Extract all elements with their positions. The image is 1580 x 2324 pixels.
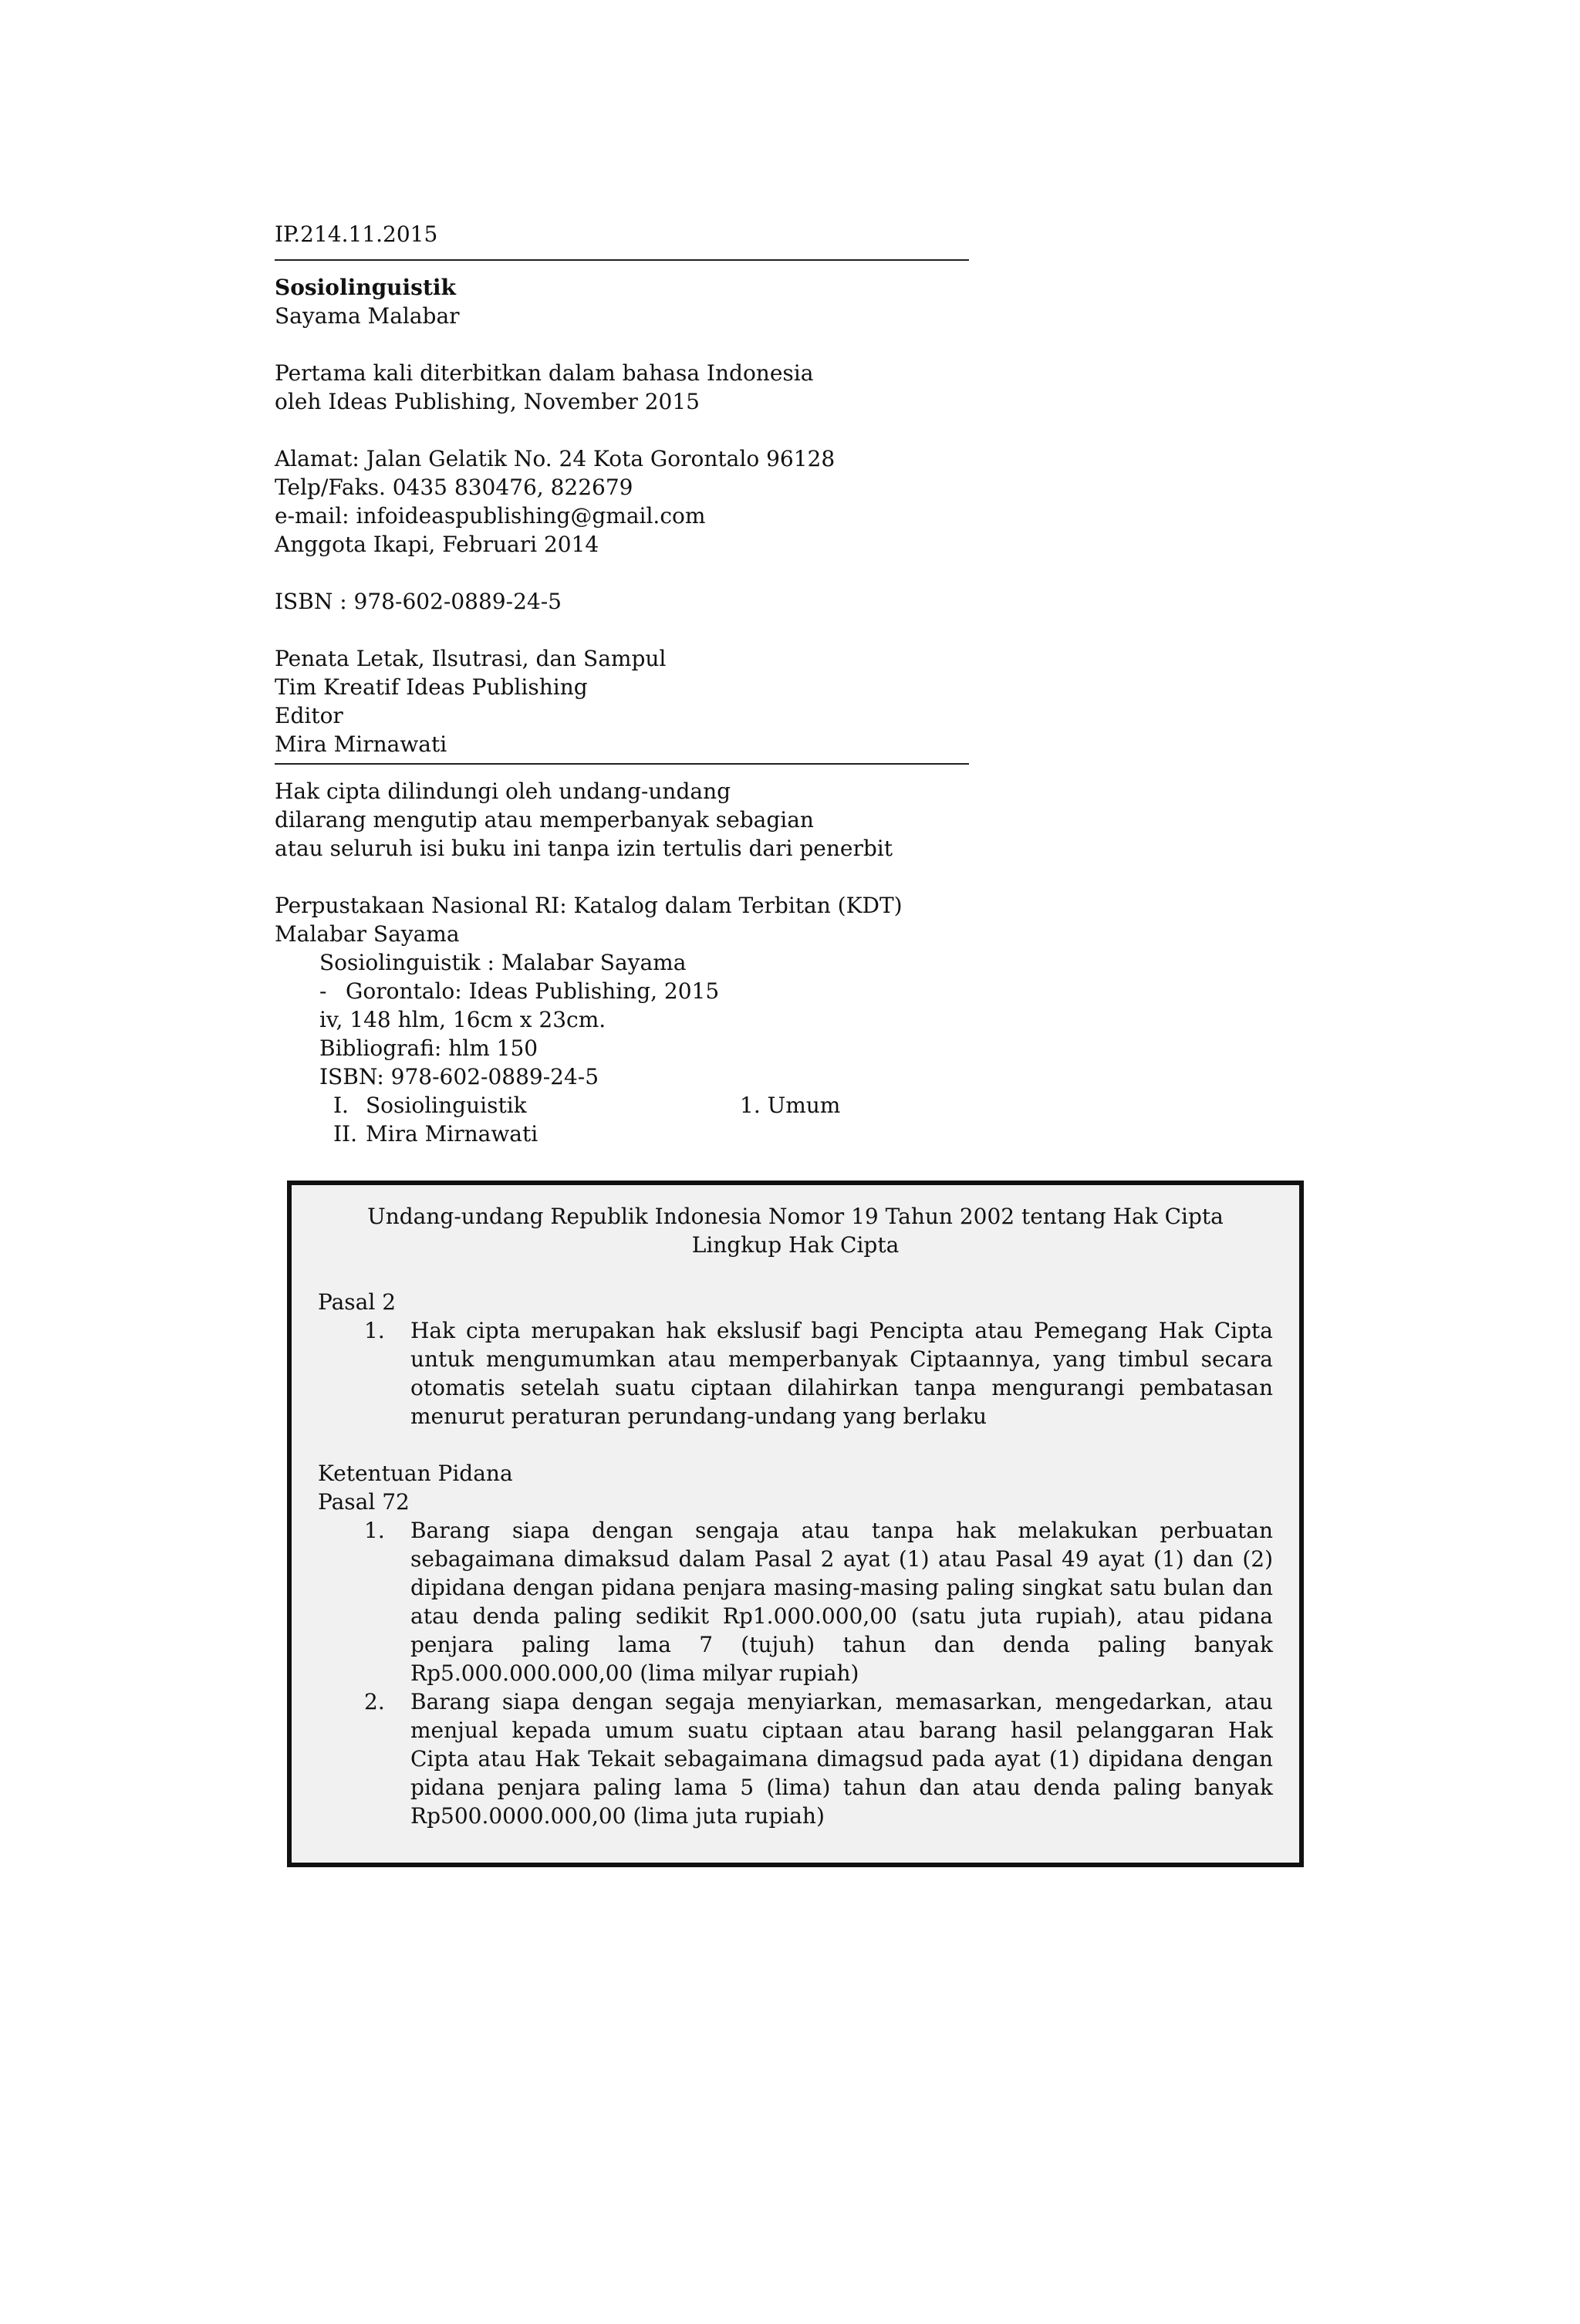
class-1-label: Sosiolinguistik	[366, 1093, 527, 1118]
catalog-physical: iv, 148 hlm, 16cm x 23cm.	[319, 1007, 606, 1032]
copyright-law-box	[287, 1181, 1304, 1867]
law-subtitle: Lingkup Hak Cipta	[691, 1232, 900, 1258]
editor-name: Mira Mirnawati	[275, 731, 447, 757]
catalog-dash: -	[319, 978, 327, 1004]
pasal-72-item-1-number: 1.	[364, 1518, 385, 1543]
middle-divider	[275, 763, 969, 765]
law-title: Undang-undang Republik Indonesia Nomor 19 Tahun 2002 tentang Hak Cipta	[367, 1204, 1224, 1229]
pasal-72-item	[318, 1687, 1273, 1830]
pasal-2-item-text: Hak cipta merupakan hak ekslusif bagi Pencipta atau Pemegang Hak Cipta untuk mengumumkan atau memperbanyak Ciptaannya, yang timbul secara otomatis setelah suatu ciptaan dilahirkan tanpa mengurangi pembatasan menurut peraturan perundang-undang yang berlaku	[410, 1318, 1273, 1429]
publisher-email: e-mail: infoideaspublishing@gmail.com	[275, 503, 706, 529]
ketentuan-pidana-heading: Ketentuan Pidana	[318, 1461, 513, 1486]
publisher-code: IP.214.11.2015	[275, 221, 438, 247]
copyright-line-2: dilarang mengutip atau memperbanyak sebagian	[275, 807, 814, 833]
pasal-2-heading: Pasal 2	[318, 1289, 397, 1315]
catalog-bibliography: Bibliografi: hlm 150	[319, 1035, 538, 1061]
book-author: Sayama Malabar	[275, 303, 460, 329]
class-2-number: II.	[333, 1121, 358, 1147]
catalog-place-row	[275, 977, 969, 1005]
publisher-address: Alamat: Jalan Gelatik No. 24 Kota Gorontalo 96128	[275, 446, 836, 471]
class-1-extra: 1. Umum	[740, 1093, 841, 1118]
layout-credit-name: Tim Kreatif Ideas Publishing	[275, 674, 588, 700]
catalog-class-row-1	[275, 1091, 969, 1120]
layout-credit-label: Penata Letak, Ilsutrasi, dan Sampul	[275, 646, 667, 671]
editor-label: Editor	[275, 703, 343, 728]
catalog-place: Gorontalo: Ideas Publishing, 2015	[346, 978, 720, 1004]
class-1-number: I.	[333, 1093, 349, 1118]
publication-line-1: Pertama kali diterbitkan dalam bahasa Indonesia	[275, 360, 814, 386]
copyright-line-1: Hak cipta dilindungi oleh undang-undang	[275, 779, 731, 804]
pasal-2-item-number: 1.	[364, 1318, 385, 1343]
pasal-72-item-2-number: 2.	[364, 1689, 385, 1714]
catalog-class-row-2	[275, 1120, 969, 1148]
pasal-72-heading: Pasal 72	[318, 1489, 410, 1515]
pasal-72-item-2-text: Barang siapa dengan segaja menyiarkan, memasarkan, mengedarkan, atau menjual kepada umum suatu ciptaan atau barang hasil pelanggaran Hak Cipta atau Hak Tekait sebagaimana dimagsud pada ayat (1) dipidana dengan pidana penjara paling lama 5 (lima) tahun dan atau denda paling banyak Rp500.0000.000,00 (lima juta rupiah)	[410, 1689, 1273, 1829]
pasal-72-item-1-text: Barang siapa dengan sengaja atau tanpa hak melakukan perbuatan sebagaimana dimaksud dalam Pasal 2 ayat (1) atau Pasal 49 ayat (1) dan (2) dipidana dengan pidana penjara masing-masing paling singkat satu bulan dan atau denda paling sedikit Rp1.000.000,00 (satu juta rupiah), atau pidana penjara paling lama 7 (tujuh) tahun dan denda paling banyak Rp5.000.000.000,00 (lima milyar rupiah)	[410, 1518, 1273, 1686]
catalog-heading: Perpustakaan Nasional RI: Katalog dalam Terbitan (KDT)	[275, 893, 903, 918]
catalog-title-line: Sosiolinguistik : Malabar Sayama	[319, 950, 687, 975]
imprint-section	[275, 220, 969, 1148]
pasal-72-item	[318, 1516, 1273, 1687]
catalog-isbn: ISBN: 978-602-0889-24-5	[319, 1064, 599, 1089]
top-divider	[275, 259, 969, 261]
ikapi-membership: Anggota Ikapi, Februari 2014	[275, 532, 599, 557]
pasal-2-item	[318, 1316, 1273, 1431]
catalog-author: Malabar Sayama	[275, 921, 460, 947]
isbn: ISBN : 978-602-0889-24-5	[275, 589, 562, 614]
publisher-phone: Telp/Faks. 0435 830476, 822679	[275, 475, 633, 500]
book-title: Sosiolinguistik	[275, 275, 456, 300]
class-2-label: Mira Mirnawati	[366, 1121, 538, 1147]
copyright-line-3: atau seluruh isi buku ini tanpa izin tertulis dari penerbit	[275, 836, 893, 861]
publication-line-2: oleh Ideas Publishing, November 2015	[275, 389, 700, 414]
